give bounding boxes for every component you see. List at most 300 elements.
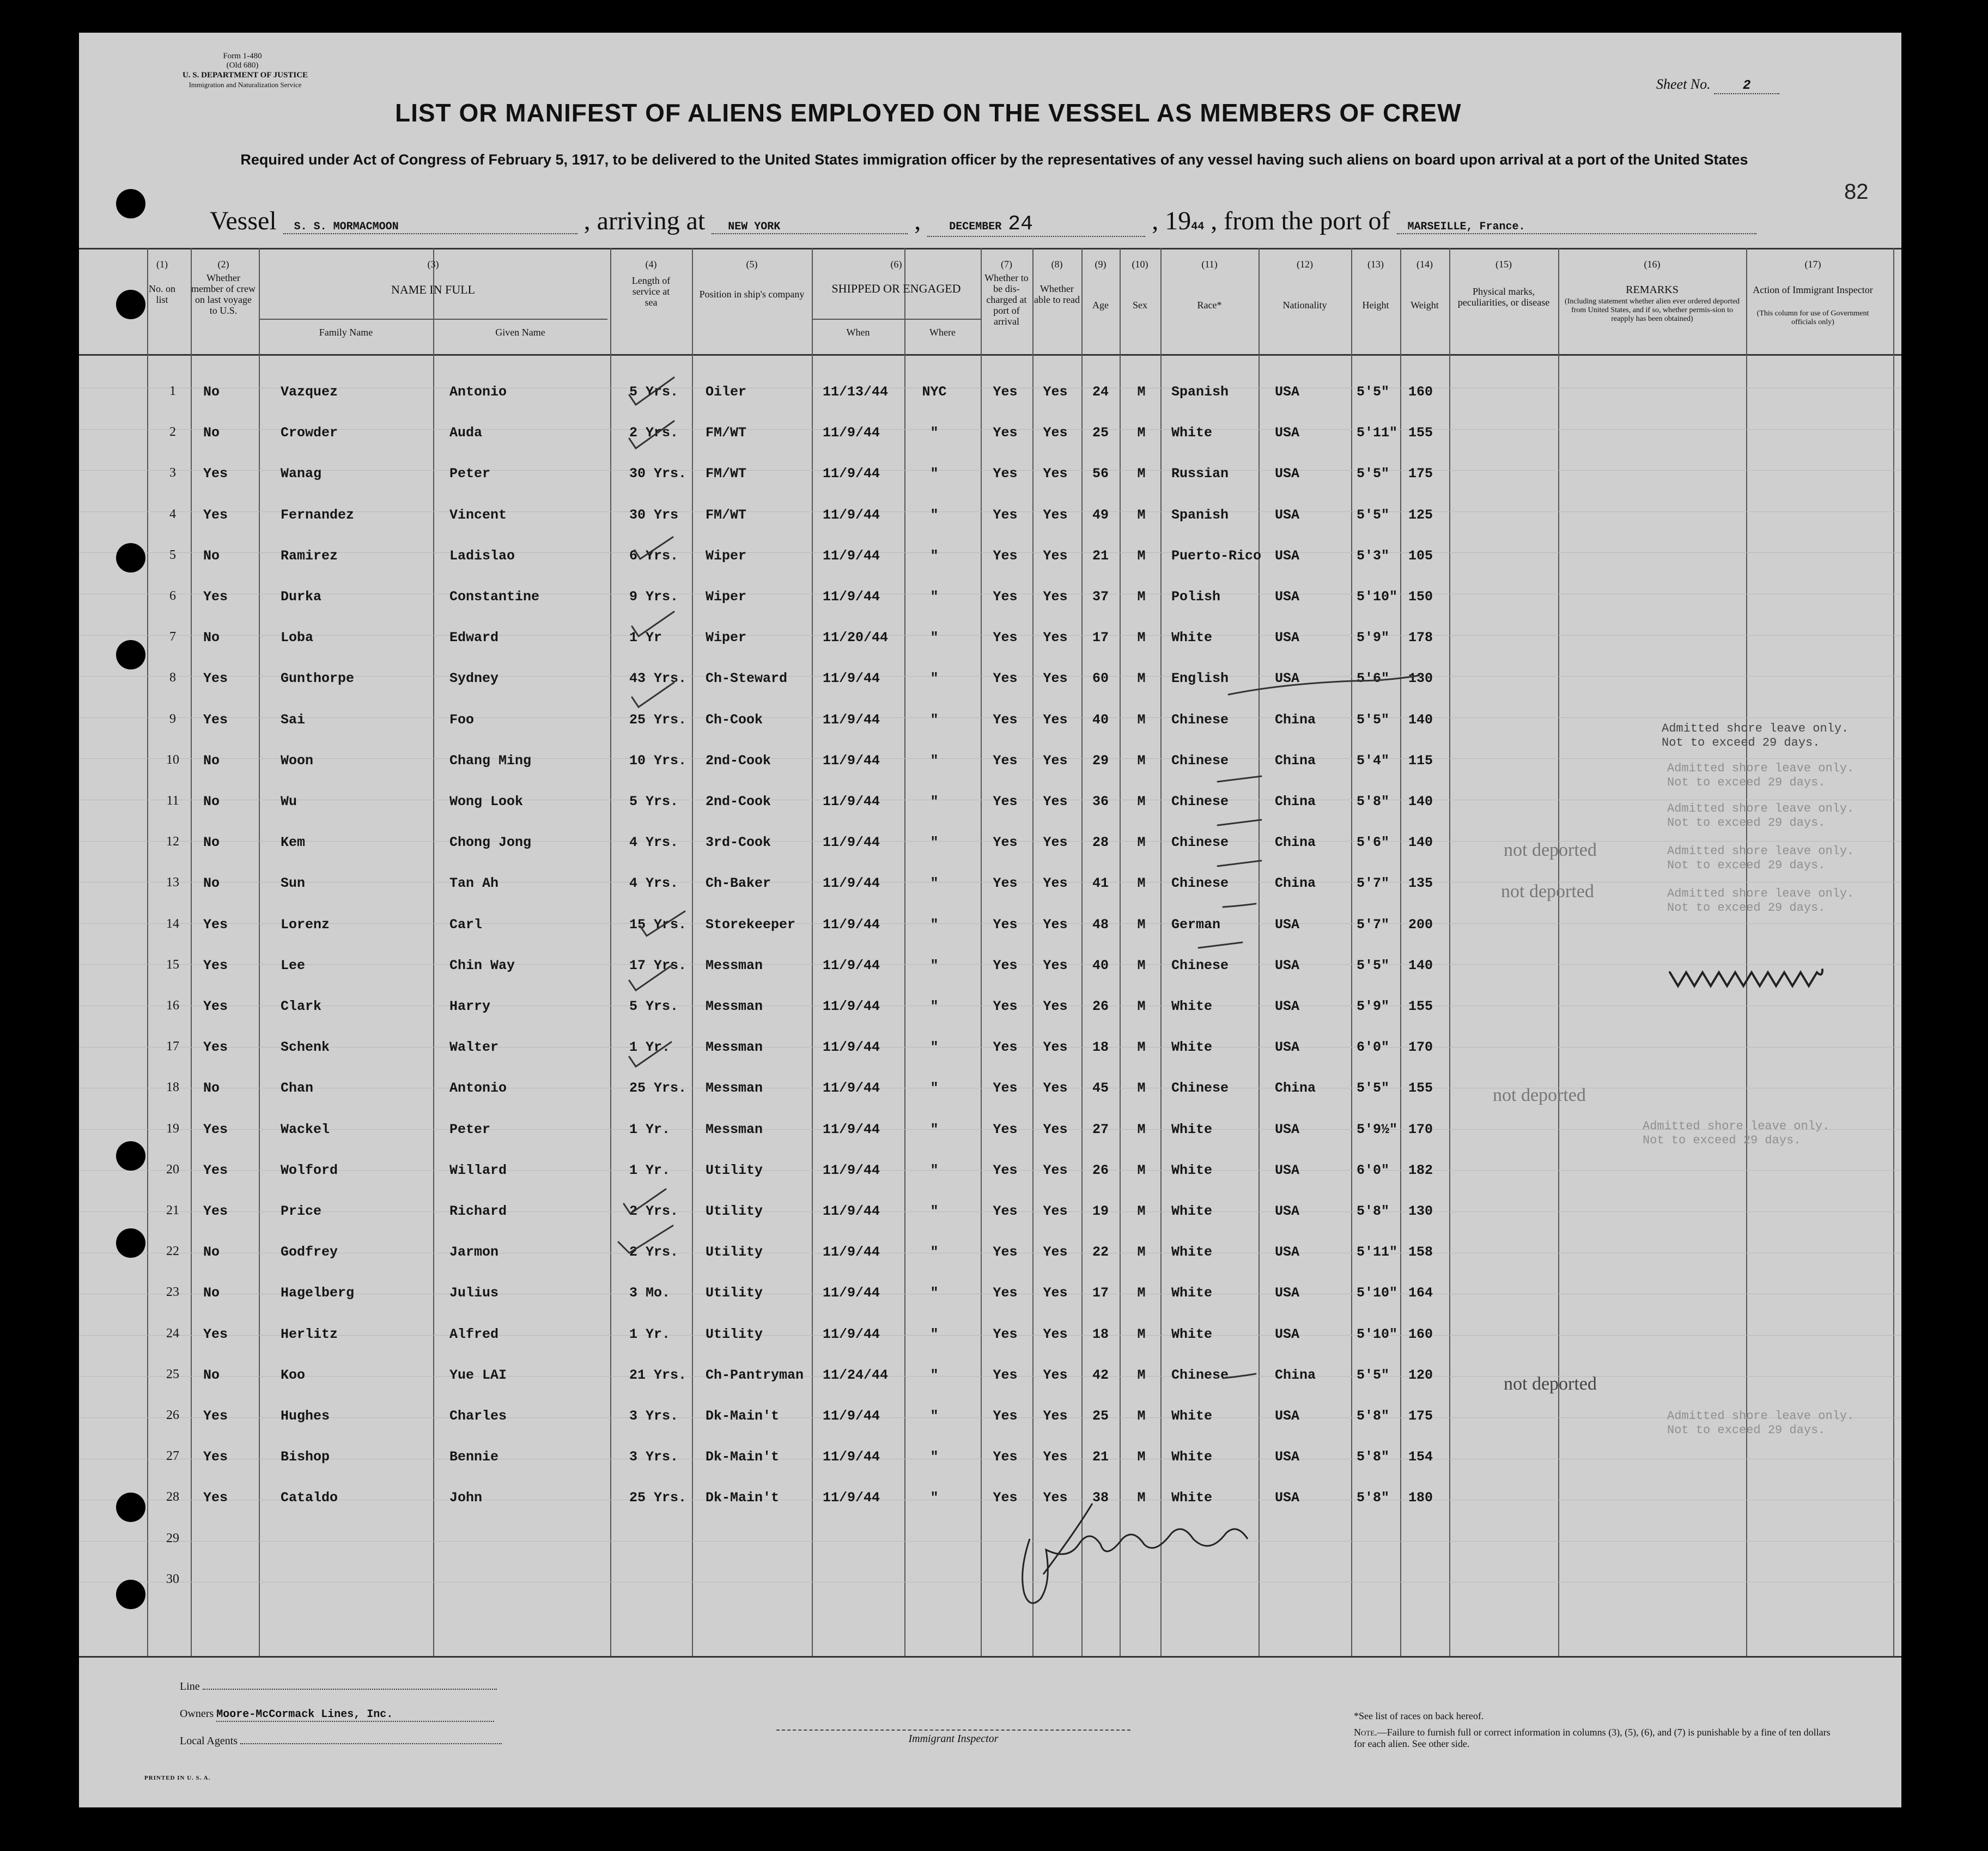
able-to-read: Yes [1043,1367,1068,1383]
weight: 140 [1408,794,1433,809]
prior-voyage: Yes [203,1449,228,1465]
shipped-when: 11/13/44 [823,384,889,400]
shipped-where: " [930,1408,939,1424]
height: 5'9" [1357,998,1390,1014]
footer-line [180,1680,497,1693]
page-title: LIST OR MANIFEST OF ALIENS EMPLOYED ON THE VESSEL AS MEMBERS OF CREW [395,99,1462,127]
given-name: Chong Jong [449,835,532,851]
race: Chinese [1171,711,1229,728]
race: White [1171,1162,1213,1178]
weight: 125 [1408,507,1433,523]
binder-hole [116,640,145,669]
discharged: Yes [993,547,1018,564]
age: 28 [1092,835,1109,851]
position: 3rd-Cook [706,835,771,851]
service-length: 25 Yrs. [629,711,687,728]
nationality: USA [1275,1449,1300,1465]
family-name: Price [281,1203,322,1219]
col8-header: Whether able to read [1034,283,1080,305]
shipped-where: NYC [922,384,947,400]
given-name: Vincent [449,507,507,523]
given-name: Harry [449,998,491,1014]
able-to-read: Yes [1043,547,1068,564]
weight: 180 [1408,1490,1433,1506]
binder-hole [116,1493,145,1522]
race: White [1171,425,1213,441]
weight: 170 [1408,1121,1433,1137]
able-to-read: Yes [1043,1039,1068,1056]
given-name: Peter [449,466,491,482]
sex: M [1137,835,1146,851]
nationality: USA [1275,425,1300,441]
binder-hole [116,189,145,218]
shipped-when: 11/9/44 [823,1326,880,1342]
weight: 154 [1408,1449,1433,1465]
shipped-where: " [930,1490,939,1506]
note-text: —Failure to furnish full or correct information in columns (3), (5), (6), and (7) is punishable by a fine of ten dollars for each alien. See other side. [1354,1727,1831,1749]
row-number: 4 [169,507,176,521]
family-name: Gunthorpe [281,671,355,687]
position: 2nd-Cook [706,794,771,809]
discharged: Yes [993,998,1018,1014]
prior-voyage: Yes [203,916,228,933]
family-name: Woon [281,752,314,769]
weight: 140 [1408,835,1433,851]
weight: 200 [1408,916,1433,933]
weight: 150 [1408,589,1433,605]
age: 19 [1092,1203,1109,1219]
shipped-where: " [930,547,939,564]
age: 60 [1092,671,1109,687]
weight: 164 [1408,1285,1433,1301]
col9-num: (9) [1095,259,1107,270]
nationality: China [1275,1367,1316,1383]
from-value: MARSEILLE, France. [1397,221,1756,234]
row-number: 12 [166,835,179,849]
height: 5'5" [1357,384,1390,400]
prior-voyage: Yes [203,507,228,523]
age: 25 [1092,425,1109,441]
given-name: Chin Way [449,957,515,973]
remark-faint-25-line1: Admitted shore leave only. [1667,1409,1855,1423]
able-to-read: Yes [1043,1408,1068,1424]
able-to-read: Yes [1043,1449,1068,1465]
not-deported-25: not deported [1504,1374,1597,1394]
family-name: Loba [281,630,314,646]
family-name: Sun [281,875,306,892]
weight: 155 [1408,1080,1433,1097]
position: Messman [706,1121,763,1137]
remark-faint-13-line1: Admitted shore leave only. [1667,887,1855,900]
shipped-where: " [930,1039,939,1056]
sex: M [1137,1080,1146,1097]
service-length: 15 Yrs. [629,916,687,933]
race: White [1171,1326,1213,1342]
col12-num: (12) [1297,259,1313,270]
row-number: 10 [166,752,179,767]
family-name: Herlitz [281,1326,338,1342]
discharged: Yes [993,466,1018,482]
weight: 160 [1408,384,1433,400]
binder-hole [116,1141,145,1171]
discharged: Yes [993,1121,1018,1137]
race: English [1171,671,1229,687]
col8-num: (8) [1051,259,1063,270]
nationality: USA [1275,998,1300,1014]
family-name: Wolford [281,1162,338,1178]
shipped-when: 11/9/44 [823,916,880,933]
race: White [1171,1244,1213,1261]
given-name: Antonio [449,1080,507,1097]
nationality: China [1275,875,1316,892]
nationality: USA [1275,1121,1300,1137]
sex: M [1137,630,1146,646]
shipped-when: 11/9/44 [823,875,880,892]
age: 25 [1092,1408,1109,1424]
given-name: Auda [449,425,483,441]
vessel-row: Vessel S. S. MORMACMOON , arriving at NEW YORK , DECEMBER 24 , 1944 , from the port of MARSEILLE, France. [210,206,1756,237]
age: 37 [1092,589,1109,605]
prior-voyage: Yes [203,1039,228,1056]
height: 5'5" [1357,711,1390,728]
age: 29 [1092,752,1109,769]
nationality: USA [1275,630,1300,646]
shipped-where: " [930,1285,939,1301]
sex: M [1137,1367,1146,1383]
col17-header: Action of Immigrant Inspector [1753,284,1873,295]
nationality: China [1275,794,1316,809]
height: 5'3" [1357,547,1390,564]
discharged: Yes [993,425,1018,441]
service-length: 3 Mo. [629,1285,671,1301]
remark-faint-10-line1: Admitted shore leave only. [1667,762,1855,775]
discharged: Yes [993,1449,1018,1465]
sex: M [1137,671,1146,687]
weight: 175 [1408,466,1433,482]
discharged: Yes [993,1285,1018,1301]
nationality: USA [1275,916,1300,933]
nationality: USA [1275,384,1300,400]
nationality: USA [1275,957,1300,973]
family-name: Lorenz [281,916,330,933]
row-number: 20 [166,1162,179,1177]
discharged: Yes [993,1326,1018,1342]
col6-num: (6) [890,259,902,270]
remark-faint-11-line1: Admitted shore leave only. [1667,802,1855,815]
year-prefix: , 19 [1152,206,1191,235]
handwritten-marks [79,33,1901,1807]
row-number: 15 [166,957,179,972]
col10-num: (10) [1132,259,1148,270]
nationality: USA [1275,1203,1300,1219]
row-number: 14 [166,916,179,931]
shipped-when: 11/9/44 [823,466,880,482]
fine-note [1354,1727,1833,1750]
age: 21 [1092,547,1109,564]
given-name: Chang Ming [449,752,532,769]
remarks-scribble [1670,970,1822,986]
age: 18 [1092,1039,1109,1056]
shipped-where: " [930,507,939,523]
shipped-when: 11/9/44 [823,1203,880,1219]
able-to-read: Yes [1043,1121,1068,1137]
shipped-when: 11/9/44 [823,425,880,441]
service-text: Immigration and Naturalization Service [189,81,302,89]
nationality: USA [1275,507,1300,523]
sex: M [1137,589,1146,605]
given-name: Richard [449,1203,507,1219]
col13-num: (13) [1367,259,1384,270]
shipped-where: " [930,957,939,973]
not-deported-18: not deported [1493,1085,1586,1105]
col6-when-header: When [846,327,870,338]
family-name: Chan [281,1080,314,1097]
shipped-when: 11/9/44 [823,835,880,851]
nationality: China [1275,1080,1316,1097]
discharged: Yes [993,1080,1018,1097]
given-name: Julius [449,1285,499,1301]
weight: 130 [1408,671,1433,687]
prior-voyage: Yes [203,671,228,687]
nationality: USA [1275,589,1300,605]
shipped-where: " [930,1080,939,1097]
position: Ch-Cook [706,711,763,728]
position: Dk-Main't [706,1449,780,1465]
weight: 115 [1408,752,1433,769]
height: 5'7" [1357,916,1390,933]
form-old-text: (Old 680) [226,61,259,70]
prior-voyage: No [203,1244,220,1261]
row-number: 9 [169,711,176,726]
age: 26 [1092,998,1109,1014]
col16-subheader: (Including statement whether alien ever ordered deported from United States, and if so, whether permis-sion to reapply has been obtained) [1564,297,1740,323]
nationality: China [1275,711,1316,728]
shipped-where: " [930,1367,939,1383]
height: 5'9" [1357,630,1390,646]
col3-given-header: Given Name [495,327,545,338]
able-to-read: Yes [1043,1162,1068,1178]
position: Utility [706,1203,763,1219]
service-length: 25 Yrs. [629,1080,687,1097]
height: 5'8" [1357,1490,1390,1506]
row-number: 19 [166,1121,179,1136]
given-name: Constantine [449,589,540,605]
service-length: 1 Yr. [629,1121,671,1137]
race: Chinese [1171,957,1229,973]
shipped-when: 11/9/44 [823,794,880,809]
weight: 178 [1408,630,1433,646]
able-to-read: Yes [1043,1244,1068,1261]
height: 5'11" [1357,425,1398,441]
height: 5'8" [1357,1203,1390,1219]
remark-faint-12-line1: Admitted shore leave only. [1667,844,1855,858]
department-text: U. S. DEPARTMENT OF JUSTICE [182,71,308,80]
sex: M [1137,1285,1146,1301]
age: 49 [1092,507,1109,523]
age: 56 [1092,466,1109,482]
sex: M [1137,1244,1146,1261]
col4-header: Length of service at sea [631,275,671,308]
col1-header: No. on list [149,283,175,305]
shipped-when: 11/9/44 [823,1490,880,1506]
shipped-where: " [930,998,939,1014]
col14-num: (14) [1416,259,1433,270]
service-length: 1 Yr. [629,1326,671,1342]
age: 17 [1092,1285,1109,1301]
weight: 140 [1408,957,1433,973]
service-length: 4 Yrs. [629,835,679,851]
family-name: Vazquez [281,384,338,400]
form-number-text: Form 1-480 [223,52,262,60]
family-name: Godfrey [281,1244,338,1261]
shipped-where: " [930,630,939,646]
nationality: USA [1275,1490,1300,1506]
sex: M [1137,1121,1146,1137]
printed-in-usa: PRINTED IN U. S. A. [144,1775,211,1781]
sex: M [1137,998,1146,1014]
able-to-read: Yes [1043,957,1068,973]
footer-owners [180,1708,494,1722]
arriving-label: , arriving at [583,206,706,235]
height: 5'8" [1357,1408,1390,1424]
shipped-where: " [930,1244,939,1261]
row-number: 16 [166,998,179,1013]
able-to-read: Yes [1043,835,1068,851]
year-value: 44 [1191,221,1205,233]
family-name: Wanag [281,466,322,482]
prior-voyage: Yes [203,466,228,482]
race: Chinese [1171,752,1229,769]
height: 5'4" [1357,752,1390,769]
service-length: 43 Yrs. [629,671,687,687]
given-name: Bennie [449,1449,499,1465]
sex: M [1137,752,1146,769]
binder-hole [116,543,145,573]
nationality: USA [1275,1326,1300,1342]
age: 41 [1092,875,1109,892]
row-number: 18 [166,1080,179,1095]
vessel-label: Vessel [210,206,277,235]
sex: M [1137,466,1146,482]
sex: M [1137,957,1146,973]
service-length: 6 Yrs. [629,547,679,564]
row-number: 28 [166,1490,179,1505]
race: White [1171,1490,1213,1506]
remark-admitted-line2: Not to exceed 29 days. [1662,736,1820,750]
given-name: John [449,1490,483,1506]
row-number: 30 [166,1572,179,1586]
service-length: 2 Yrs. [629,1203,679,1219]
able-to-read: Yes [1043,1080,1068,1097]
prior-voyage: No [203,425,220,441]
discharged: Yes [993,916,1018,933]
row-number: 27 [166,1449,179,1464]
remark-faint-25-line2: Not to exceed 29 days. [1667,1423,1826,1437]
family-name: Kem [281,835,306,851]
age: 40 [1092,711,1109,728]
weight: 175 [1408,1408,1433,1424]
race: White [1171,1285,1213,1301]
col5-header: Position in ship's company [699,289,805,300]
sheet-value: 2 [1714,78,1779,94]
day-value: 24 [1008,212,1033,236]
position: Wiper [706,547,747,564]
agents-label: Local Agents [180,1735,238,1747]
discharged: Yes [993,957,1018,973]
nationality: USA [1275,1244,1300,1261]
prior-voyage: No [203,794,220,809]
col15-num: (15) [1495,259,1512,270]
shipped-where: " [930,1203,939,1219]
binder-hole [116,1580,145,1609]
footer-agents [180,1735,502,1748]
col7-header: Whether to be dis-charged at port of arrival [984,272,1029,327]
weight: 182 [1408,1162,1433,1178]
prior-voyage: No [203,875,220,892]
sex: M [1137,1490,1146,1506]
able-to-read: Yes [1043,466,1068,482]
height: 5'6" [1357,671,1390,687]
height: 5'5" [1357,1080,1390,1097]
race: Puerto-Rico [1171,547,1262,564]
col15-header: Physical marks, peculiarities, or disease [1457,286,1550,308]
nationality: USA [1275,1408,1300,1424]
height: 5'11" [1357,1244,1398,1261]
remark-admitted-line1: Admitted shore leave only. [1662,722,1849,735]
page-subtitle: Required under Act of Congress of February 5, 1917, to be delivered to the United States immigration officer by the representatives of any vessel having such aliens on board upon arrival at a port of the United States [240,151,1748,168]
service-length: 1 Yr [629,630,662,646]
prior-voyage: No [203,1367,220,1383]
position: Messman [706,998,763,1014]
races-note: *See list of races on back hereof. [1354,1710,1484,1721]
discharged: Yes [993,1039,1018,1056]
race: Spanish [1171,507,1229,523]
col17-subheader: (This column for use of Government officials only) [1756,309,1869,326]
service-length: 5 Yrs. [629,794,679,809]
able-to-read: Yes [1043,630,1068,646]
col6-header: SHIPPED OR ENGAGED [831,282,961,295]
shipped-where: " [930,1326,939,1342]
month-value: DECEMBER [949,221,1002,233]
position: FM/WT [706,466,747,482]
able-to-read: Yes [1043,752,1068,769]
service-length: 30 Yrs. [629,466,687,482]
height: 5'8" [1357,794,1390,809]
given-name: Charles [449,1408,507,1424]
shipped-where: " [930,835,939,851]
prior-voyage: Yes [203,1326,228,1342]
col14-header: Weight [1411,300,1439,310]
remark-faint-13-line2: Not to exceed 29 days. [1667,901,1826,915]
col16-header: REMARKS [1626,284,1679,296]
family-name: Bishop [281,1449,330,1465]
shipped-where: " [930,875,939,892]
nationality: China [1275,752,1316,769]
sex: M [1137,1162,1146,1178]
height: 5'7" [1357,875,1390,892]
race: Chinese [1171,1367,1229,1383]
position: Utility [706,1162,763,1178]
able-to-read: Yes [1043,507,1068,523]
service-length: 1 Yr. [629,1162,671,1178]
weight: 158 [1408,1244,1433,1261]
col13-header: Height [1362,300,1389,310]
sex: M [1137,425,1146,441]
row-number: 13 [166,875,179,890]
family-name: Crowder [281,425,338,441]
col3-header: NAME IN FULL [391,283,475,296]
position: 2nd-Cook [706,752,771,769]
